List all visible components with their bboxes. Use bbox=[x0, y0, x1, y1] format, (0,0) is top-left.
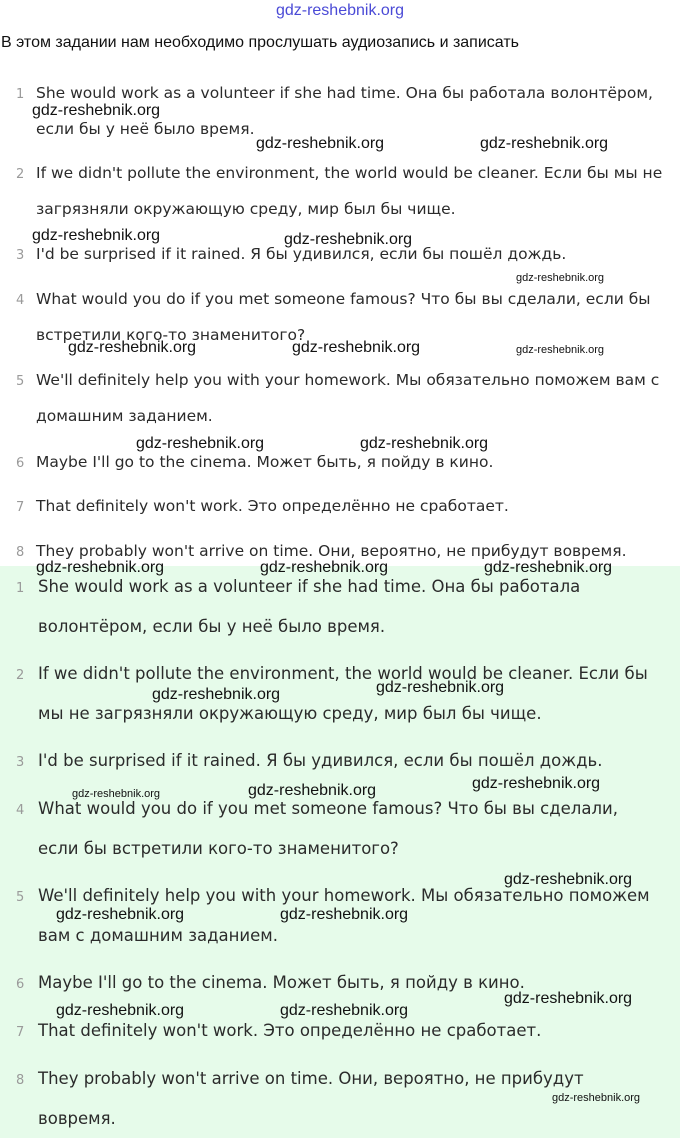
watermark: gdz-reshebnik.org bbox=[504, 871, 633, 888]
list-item bbox=[16, 654, 656, 734]
item-text: She would work as a volunteer if she had time. Она бы работала волонтёром, если бы у неё было время. bbox=[36, 84, 653, 138]
watermark: gdz-reshebnik.org bbox=[36, 559, 165, 576]
item-text: That definitely won't work. Это определённо не сработает. bbox=[38, 1021, 542, 1040]
item-text: I'd be surprised if it rained. Я бы удивился, если бы пошёл дождь. bbox=[38, 751, 603, 770]
list-item bbox=[16, 362, 674, 434]
item-number: 7 bbox=[16, 1025, 25, 1040]
item-text: I'd be surprised if it rained. Я бы удивился, если бы пошёл дождь. bbox=[36, 245, 567, 263]
watermark: gdz-reshebnik.org bbox=[68, 339, 197, 356]
item-text: That definitely won't work. Это определённо не сработает. bbox=[36, 497, 509, 515]
watermark: gdz-reshebnik.org bbox=[56, 906, 185, 923]
item-number: 3 bbox=[16, 248, 25, 263]
item-text: Maybe I'll go to the cinema. Может быть, я пойду в кино. bbox=[36, 453, 494, 471]
item-number: 5 bbox=[16, 374, 25, 389]
watermark: gdz-reshebnik.org bbox=[136, 435, 265, 452]
watermark: gdz-reshebnik.org bbox=[484, 559, 613, 576]
item-number: 1 bbox=[16, 87, 25, 102]
item-number: 2 bbox=[16, 167, 25, 182]
item-text: We'll definitely help you with your homework. Мы обязательно поможем вам с домашним заданием. bbox=[36, 371, 660, 425]
watermark: gdz-reshebnik.org bbox=[56, 1002, 185, 1019]
watermark: gdz-reshebnik.org bbox=[552, 1092, 641, 1104]
watermark: gdz-reshebnik.org bbox=[480, 135, 609, 152]
watermark: gdz-reshebnik.org bbox=[516, 272, 605, 284]
watermark: gdz-reshebnik.org bbox=[360, 435, 489, 452]
item-number: 1 bbox=[16, 581, 25, 596]
item-number: 4 bbox=[16, 803, 25, 818]
watermark: gdz-reshebnik.org bbox=[256, 135, 385, 152]
intro-text: В этом задании нам необходимо прослушать аудиозапись и записать bbox=[1, 34, 519, 51]
list-item bbox=[16, 444, 674, 480]
site-header-link[interactable]: gdz-reshebnik.org bbox=[275, 2, 405, 19]
item-number: 6 bbox=[16, 977, 25, 992]
watermark: gdz-reshebnik.org bbox=[152, 686, 281, 703]
item-text: What would you do if you met someone famous? Что бы вы сделали, если бы встретили кого-то знаменитого? bbox=[36, 290, 651, 344]
item-number: 8 bbox=[16, 545, 25, 560]
item-text: We'll definitely help you with your homework. Мы обязательно поможем вам с домашним заданием. bbox=[38, 886, 650, 945]
watermark: gdz-reshebnik.org bbox=[284, 231, 413, 248]
watermark: gdz-reshebnik.org bbox=[376, 679, 505, 696]
watermark: gdz-reshebnik.org bbox=[248, 782, 377, 799]
watermark: gdz-reshebnik.org bbox=[32, 102, 161, 119]
item-number: 7 bbox=[16, 500, 25, 515]
watermark: gdz-reshebnik.org bbox=[516, 344, 605, 356]
watermark: gdz-reshebnik.org bbox=[280, 1002, 409, 1019]
list-item bbox=[16, 488, 674, 524]
list-item bbox=[16, 789, 656, 869]
list-item bbox=[16, 567, 656, 647]
watermark: gdz-reshebnik.org bbox=[472, 775, 601, 792]
watermark: gdz-reshebnik.org bbox=[72, 788, 161, 800]
item-number: 3 bbox=[16, 755, 25, 770]
watermark: gdz-reshebnik.org bbox=[32, 227, 161, 244]
watermark: gdz-reshebnik.org bbox=[504, 990, 633, 1007]
item-number: 2 bbox=[16, 668, 25, 683]
item-text: If we didn't pollute the environment, the world would be cleaner. Если бы мы не загрязняли окружающую среду, мир был бы чище. bbox=[36, 164, 663, 218]
item-number: 6 bbox=[16, 456, 25, 471]
watermark: gdz-reshebnik.org bbox=[280, 906, 409, 923]
list-item bbox=[16, 155, 674, 227]
item-text: Maybe I'll go to the cinema. Может быть, я пойду в кино. bbox=[38, 973, 525, 992]
item-text: They probably won't arrive on time. Они, вероятно, не прибудут вовремя. bbox=[38, 1069, 584, 1128]
item-text: What would you do if you met someone famous? Что бы вы сделали, если бы встретили кого-то знаменитого? bbox=[38, 799, 618, 858]
item-text: If we didn't pollute the environment, the world would be cleaner. Если бы мы не загрязняли окружающую среду, мир был бы чище. bbox=[38, 664, 648, 723]
item-number: 8 bbox=[16, 1073, 25, 1088]
watermark: gdz-reshebnik.org bbox=[260, 559, 389, 576]
item-number: 5 bbox=[16, 890, 25, 905]
item-number: 4 bbox=[16, 293, 25, 308]
watermark: gdz-reshebnik.org bbox=[292, 339, 421, 356]
item-text: She would work as a volunteer if she had time. Она бы работала волонтёром, если бы у неё было время. bbox=[38, 577, 581, 636]
item-text: They probably won't arrive on time. Они, вероятно, не прибудут вовремя. bbox=[36, 542, 627, 560]
